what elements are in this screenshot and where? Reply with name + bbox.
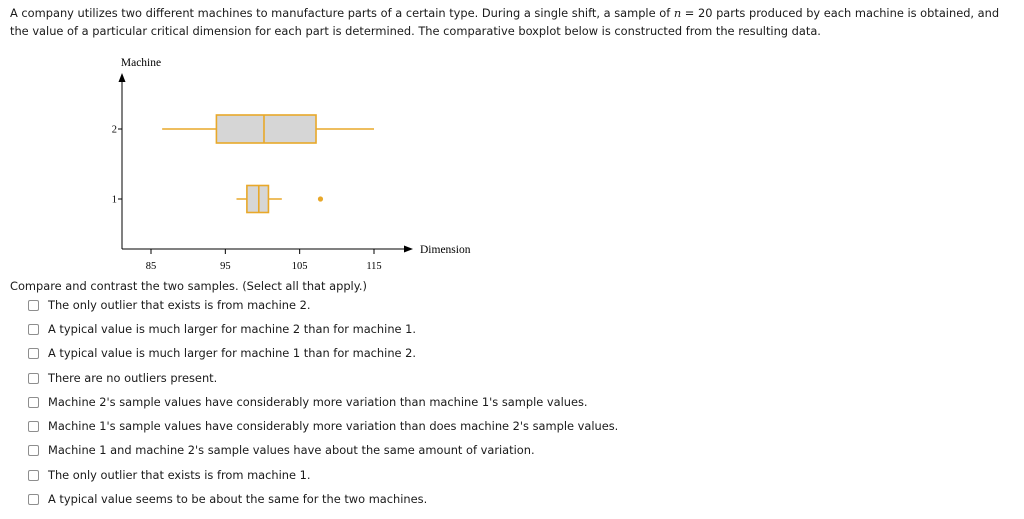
iqr-box bbox=[247, 186, 269, 213]
checkbox-5[interactable] bbox=[28, 397, 39, 408]
option-label-7: Machine 1 and machine 2's sample values have about the same amount of variation. bbox=[48, 443, 535, 457]
option-outlier-machine-1[interactable] bbox=[28, 466, 311, 484]
option-machine-2-larger[interactable] bbox=[28, 320, 416, 338]
option-machine-1-more-variation[interactable] bbox=[28, 417, 618, 435]
option-label-6: Machine 1's sample values have considerably more variation than does machine 2's sample values. bbox=[48, 419, 619, 433]
y-tick-label: 2 bbox=[111, 124, 117, 136]
x-tick-label: 85 bbox=[145, 261, 157, 272]
option-label-4: There are no outliers present. bbox=[48, 371, 218, 385]
checkbox-2[interactable] bbox=[28, 324, 39, 335]
intro-text-1: A company utilizes two different machines to manufacture parts of a certain type. During a single shift, a sample of bbox=[10, 6, 674, 20]
x-tick-label: 95 bbox=[220, 261, 231, 272]
option-label-5: Machine 2's sample values have considerably more variation than machine 1's sample values. bbox=[48, 395, 588, 409]
option-label-1: The only outlier that exists is from machine 2. bbox=[48, 298, 311, 312]
option-label-9: A typical value seems to be about the same for the two machines. bbox=[48, 492, 428, 506]
boxplot-machine-2 bbox=[162, 115, 374, 143]
x-tick-label: 115 bbox=[366, 261, 382, 272]
option-label-3: A typical value is much larger for machine 1 than for machine 2. bbox=[48, 346, 417, 360]
option-label-8: The only outlier that exists is from machine 1. bbox=[48, 468, 311, 482]
intro-text-2: = 20 parts produced by each machine is obtained, and the value of a particular critical dimension for each part is determined. The comparative boxplot below is constructed from the resulting data. bbox=[10, 6, 1000, 38]
x-axis-label: Dimension bbox=[420, 244, 471, 256]
sample-size-variable: n bbox=[673, 6, 682, 20]
checkbox-1[interactable] bbox=[28, 300, 39, 311]
checkbox-4[interactable] bbox=[28, 373, 39, 384]
outlier-point bbox=[318, 196, 323, 201]
boxplot-machine-1 bbox=[236, 186, 323, 213]
iqr-box bbox=[216, 115, 316, 143]
checkbox-6[interactable] bbox=[28, 421, 39, 432]
x-axis-arrowhead bbox=[404, 246, 413, 253]
option-outlier-machine-2[interactable] bbox=[28, 296, 311, 314]
y-axis-label: Machine bbox=[120, 57, 162, 69]
comparative-boxplot bbox=[0, 0, 520, 280]
y-tick-label: 1 bbox=[111, 194, 117, 206]
y-axis-arrowhead bbox=[119, 73, 126, 82]
option-machine-1-larger[interactable] bbox=[28, 344, 416, 362]
checkbox-3[interactable] bbox=[28, 348, 39, 359]
checkbox-8[interactable] bbox=[28, 470, 39, 481]
option-same-typical-value[interactable] bbox=[28, 490, 427, 508]
option-same-variation[interactable] bbox=[28, 441, 535, 459]
option-no-outliers[interactable] bbox=[28, 369, 217, 387]
checkbox-7[interactable] bbox=[28, 445, 39, 456]
checkbox-9[interactable] bbox=[28, 494, 39, 505]
option-machine-2-more-variation[interactable] bbox=[28, 393, 588, 411]
x-tick-label: 105 bbox=[291, 261, 308, 272]
question-prompt: Compare and contrast the two samples. (Select all that apply.) bbox=[10, 279, 367, 293]
option-label-2: A typical value is much larger for machine 2 than for machine 1. bbox=[48, 322, 417, 336]
